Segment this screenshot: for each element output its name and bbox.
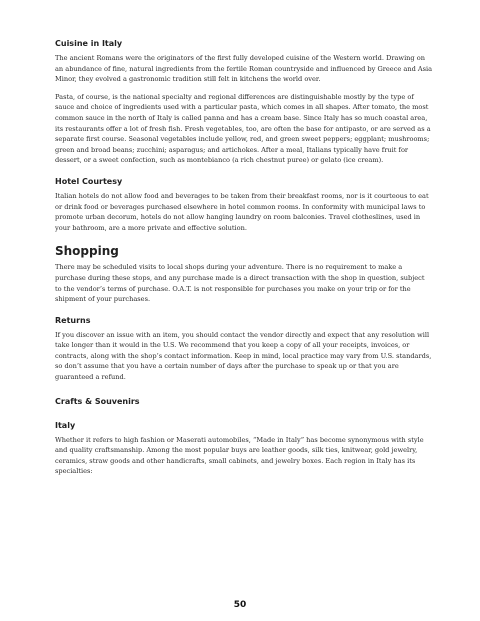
cuisine-heading: Cuisine in Italy	[55, 39, 123, 48]
italy-heading: Italy	[55, 420, 76, 430]
hotel-courtesy-paragraph: Italian hotels do not allow food and beverages to be taken from their breakfast rooms, nor is it courteous to eat or drink food or beverages purchased elsewhere in hotel common rooms. In conformity with municipal laws to promote urban decorum, hotels do not allow hanging laundry on room balconies. Travel clotheslines, used in your bathroom, are a more private and effective solution.	[55, 191, 429, 232]
page-number: 50	[233, 600, 247, 610]
page-content	[55, 38, 433, 484]
crafts-souvenirs-heading: Crafts & Souvenirs	[55, 396, 140, 406]
returns-paragraph: If you discover an issue with an item, you should contact the vendor directly and expect that any resolution will take longer than it would in the U.S. We recommend that you keep a copy of all your receipts, invoices, or contracts, along with the shop’s contact information. Keep in mind, local practice may vary from U.S. standards, so don’t assume that you have a certain number of days after the purchase to speak up or that you are guaranteed a refund.	[55, 330, 432, 382]
returns-heading: Returns	[55, 315, 91, 325]
cuisine-paragraph-2: Pasta, of course, is the national specialty and regional differences are distinguishable mostly by the type of sauce and choice of ingredients used with a particular pasta, which comes in all shapes. After tomato, the most common sauce in the north of Italy is called panna and has a cream base. Since Italy has so much coastal area, its restaurants offer a lot of fresh fish. Fresh vegetables, too, are often the base for antipasto, or are served as a separate first course. Seasonal vegetables include yellow, red, and green sweet peppers; eggplant; mushrooms; green and broad beans; zucchini; asparagus; and artichokes. After a meal, Italians typically have fruit for dessert, or a sweet confection, such as montebianco (a rich chestnut puree) or gelato (ice cream).	[55, 92, 431, 165]
shopping-heading: Shopping	[55, 244, 119, 259]
cuisine-paragraph-1: The ancient Romans were the originators of the first fully developed cuisine of the Western world. Drawing on an abundance of fine, natural ingredients from the fertile Roman countryside and influenced by Greece and Asia Minor, they evolved a gastronomic tradition still felt in kitchens the world over.	[55, 54, 433, 84]
hotel-courtesy-heading: Hotel Courtesy	[55, 176, 123, 186]
shopping-paragraph: There may be scheduled visits to local shops during your adventure. There is no requirement to make a purchase during these stops, and any purchase made is a direct transaction with the shop in question, subject to the vendor’s terms of purchase. O.A.T. is not responsible for purchases you make on your trip or for the shipment of your purchases.	[55, 263, 425, 304]
italy-paragraph: Whether it refers to high fashion or Maserati automobiles, “Made in Italy” has become synonymous with style and quality craftsmanship. Among the most popular buys are leather goods, silk ties, knitwear, gold jewelry, ceramics, straw goods and other handicrafts, small cabinets, and jewelry boxes. Each region in Italy has its specialties:	[55, 435, 424, 476]
